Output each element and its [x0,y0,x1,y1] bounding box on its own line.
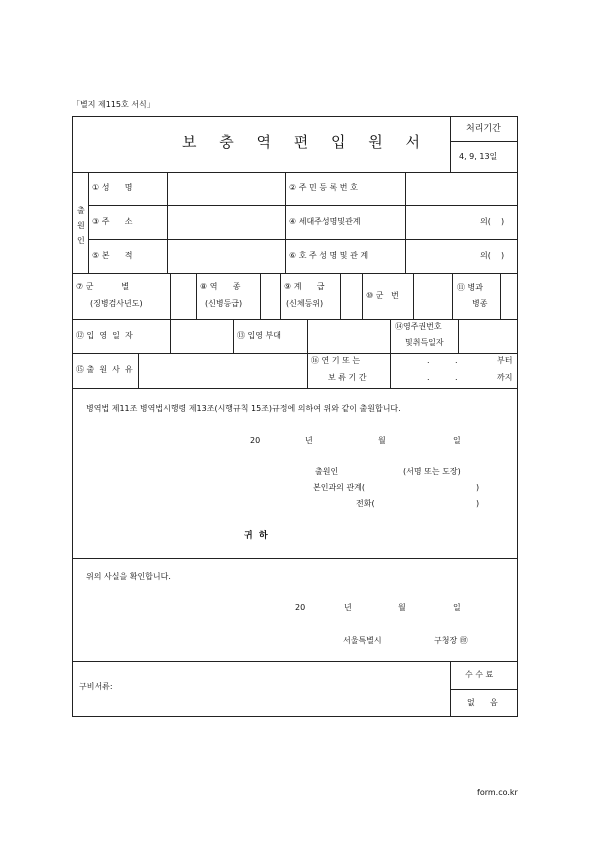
field-unit-label: ⑪ 병과 [457,283,483,292]
field-reason-label: ⑮ 출 원 사 유 [76,365,133,374]
signature-phone-label: 전화( [356,499,375,508]
applicant-label-1: 출 [77,206,85,215]
required-documents-label: 구비서류: [79,682,113,691]
signature-sign-hint: (서명 또는 도장) [403,467,461,476]
fee-value: 없 음 [467,698,498,707]
statement-text: 병역법 제11조 병역법시행령 제13조(시행규칙 15조)규정에 의하여 위와 같이 출원합니다. [86,404,401,413]
signature-applicant-label: 출원인 [315,467,339,476]
confirm-officer: 구청장 ㊞ [434,636,468,645]
date-year-prefix: 20 [250,436,261,445]
signature-phone-close: ) [476,499,480,508]
field-branch-sub: (징병검사년도) [90,299,143,308]
field-address-label: ③ 주 소 [92,217,133,226]
field-specialty-label: ⑧ 역 종 [200,282,241,291]
form-reference: 「별지 제115호 서식」 [72,100,155,109]
field-name-label: ① 성 명 [92,183,133,192]
field-family-head-suffix: 의( ) [480,251,505,260]
field-specialty-sub: (신병등급) [205,299,243,308]
field-period-sub: 보 류 기 간 [328,373,367,382]
confirm-year-label: 년 [344,603,352,612]
period-from-label: 부터 [497,356,513,365]
field-service-no-label: ⑩ 군 번 [366,291,399,300]
confirm-month-label: 월 [398,603,406,612]
field-enlist-unit-label: ⑬ 입영 부대 [237,331,281,340]
field-unit-sub: 병종 [472,299,488,308]
field-family-head-label: ⑥ 호 주 성 명 및 관 계 [289,251,369,260]
date-year-label: 년 [305,436,313,445]
confirm-day-label: 일 [453,603,461,612]
confirm-text: 위의 사실을 확인합니다. [86,572,171,581]
processing-period-value: 4, 9, 13일 [459,152,498,161]
processing-period-label: 처리기간 [466,124,501,134]
field-enlist-date-label: ⑫ 입 영 일 자 [76,331,133,340]
field-period-label: ⑯ 연 기 또 는 [311,356,361,365]
period-to-dots: . . [427,373,458,382]
field-domicile-label: ⑤ 본 적 [92,251,133,260]
applicant-label-2: 원 [77,221,85,230]
form-title: 보 충 역 편 입 원 서 [182,133,430,151]
field-householder-label: ④ 세대주성명및관계 [289,217,361,226]
field-permit-label: ⑭영주권번호 [395,322,442,331]
field-grade-sub: (신체등위) [286,299,324,308]
field-permit-sub: 및취득일자 [405,338,444,347]
confirm-city: 서울특별시 [343,636,382,645]
confirm-year-prefix: 20 [295,603,306,612]
field-grade-label: ⑨ 계 급 [284,282,325,291]
fee-label: 수 수 료 [465,670,494,679]
field-resident-no-label: ② 주 민 등 록 번 호 [289,183,358,192]
period-from-dots: . . [427,356,458,365]
signature-relation-label: 본인과의 관계( [313,483,366,492]
signature-relation-close: ) [476,483,480,492]
field-householder-suffix: 의( ) [480,217,505,226]
date-day-label: 일 [453,436,461,445]
footer-brand: form.co.kr [477,788,518,797]
recipient-label: 귀 하 [244,531,268,541]
date-month-label: 월 [378,436,386,445]
period-to-label: 까지 [497,373,513,382]
applicant-label-3: 인 [77,236,85,245]
field-branch-label: ⑦ 군 별 [76,282,130,291]
